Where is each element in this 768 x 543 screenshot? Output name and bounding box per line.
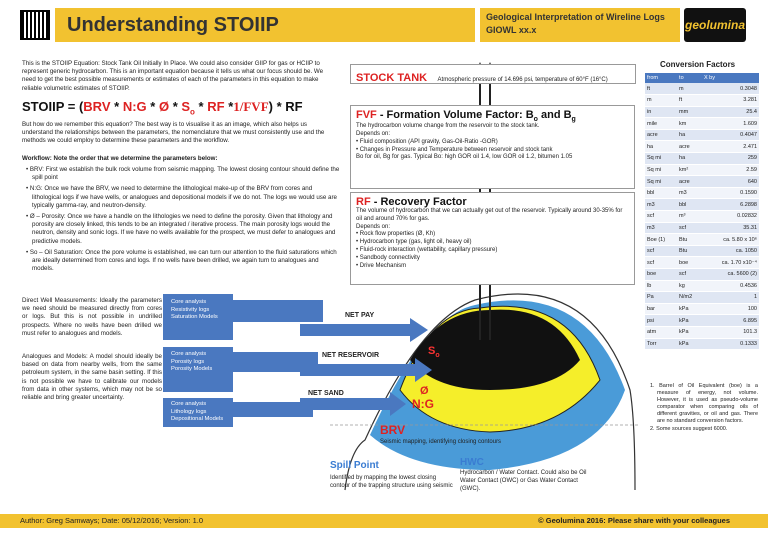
- row-to: ft: [677, 95, 702, 107]
- conversion-row: [645, 245, 759, 257]
- conversion-notes: [648, 383, 758, 433]
- workflow-saturation: So – Oil Saturation: Once the pore volume is established, we can turn our attention to the fluid saturations which are ideally determined from cores and logs. If no wells have been drilled, we again turn to analogues and models.: [29, 248, 337, 273]
- footer-author: Author: Greg Samways; Date: 05/12/2016; Version: 1.0: [20, 516, 204, 525]
- hwc-desc: Hydrocarbon / Water Contact. Could also be Oil Water Contact (OWC) or Gas Water Contact (GWC).: [460, 470, 587, 492]
- page-title: Understanding STOIIP: [67, 14, 279, 36]
- row-to: scf: [677, 269, 702, 281]
- row-from: scf: [645, 257, 677, 269]
- fvf-title-main: - Formation Volume Factor: B: [376, 109, 534, 121]
- method-item: Lithology logs: [171, 408, 207, 415]
- net-reservoir-label: NET RESERVOIR: [322, 352, 380, 359]
- trap-so: [428, 345, 440, 359]
- row-from: m: [645, 95, 677, 107]
- trap-ng: N:G: [412, 397, 434, 411]
- row-to: mm: [677, 106, 702, 118]
- fvf-item-text: Fluid composition (API gravity, Gas-Oil-Ratio -GOR): [359, 138, 498, 145]
- row-multiplier: 0.02832: [702, 211, 759, 223]
- fvf-depends: Depends on:: [356, 130, 391, 137]
- workflow-item: • BRV: First we establish the bulk rock volume from seismic mapping. The lowest closing contour should define the spill point: [26, 166, 340, 182]
- row-from: lb: [645, 280, 677, 292]
- row-to: m³: [677, 211, 702, 223]
- fvf-item: • Fluid composition (API gravity, Gas-Oil-Ratio -GOR): [356, 138, 498, 145]
- conversion-row: [645, 106, 759, 118]
- row-to: kPa: [677, 338, 702, 350]
- eq-so-main: S: [181, 99, 191, 114]
- row-multiplier: 3.281: [702, 95, 759, 107]
- geolumina-logo: geolumina: [684, 8, 746, 42]
- saturation-methods: [165, 296, 224, 325]
- workflow-brv: BRV: First we establish the bulk rock volume from seismic mapping. The lowest closing contour should define the spill point: [29, 166, 340, 182]
- workflow-item: • N:G: Once we have the BRV, we need to determine the lithological make-up of the BRV from cores and lithological logs if we have wells, or analogues and depositional models if we do not. The logs we would use are typically gamma-ray, and neutron-density.: [26, 185, 337, 209]
- row-to: scf: [677, 222, 702, 234]
- fvf-typical: Bo for oil, Bg for gas. Typical Bo: high GOR oil 1.4, low GOR oil 1.2, bitumen 1.05: [356, 154, 573, 161]
- row-to: boe: [677, 257, 702, 269]
- row-from: m3: [645, 222, 677, 234]
- row-from: Sq mi: [645, 176, 677, 188]
- method-item: Porosity logs: [171, 358, 205, 365]
- row-multiplier: 0.1590: [702, 187, 759, 199]
- row-multiplier: 0.4536: [702, 280, 759, 292]
- conversion-row: [645, 280, 759, 292]
- rf-box: [350, 192, 635, 285]
- conversion-row: [645, 269, 759, 281]
- conversion-row: [645, 187, 759, 199]
- row-multiplier: 0.1333: [702, 338, 759, 350]
- workflow-list: [22, 166, 340, 273]
- stock-tank-desc: Atmospheric pressure of 14.696 psi, temperature of 60°F (16°C): [437, 77, 608, 83]
- net-sand-label: NET SAND: [308, 390, 344, 397]
- row-multiplier: 1.609: [702, 118, 759, 130]
- conversion-row: [645, 338, 759, 350]
- note-1-text: Barrel of Oil Equivalent (boe) is a measure of energy, not volume. However, it is used as pseudo-volume comparator when comparing oils of different gravities, or oil and gas. There are no standard conversion factors.: [657, 383, 758, 424]
- row-to: m3: [677, 187, 702, 199]
- rf-item-text: Hydrocarbon type (gas, light oil, heavy oil): [359, 239, 472, 246]
- row-to: kPa: [677, 303, 702, 315]
- footer-copyright: © Geolumina 2016: Please share with your colleagues: [538, 516, 730, 525]
- fvf-title: [356, 109, 629, 123]
- fvf-sub-o: o: [533, 116, 538, 124]
- course-code: GIOWL xx.x: [486, 25, 537, 35]
- hwc-title: HWC: [460, 457, 484, 468]
- row-to: kPa: [677, 315, 702, 327]
- conversion-row: [645, 211, 759, 223]
- row-to: km: [677, 118, 702, 130]
- row-multiplier: ca. 1050: [702, 245, 759, 257]
- eq-rf: RF: [207, 99, 225, 114]
- trap-so-sub: o: [435, 352, 440, 360]
- col-multiplier: X by: [702, 73, 759, 83]
- row-to: ha: [677, 153, 702, 165]
- row-from: Pa: [645, 292, 677, 304]
- row-from: psi: [645, 315, 677, 327]
- eq-lhs: STOIIP = (: [22, 99, 84, 114]
- net-pay-label: NET PAY: [345, 312, 375, 319]
- rf-title-main: - Recovery Factor: [370, 196, 467, 208]
- row-multiplier: 6.2898: [702, 199, 759, 211]
- fvf-title-red: FVF: [356, 109, 377, 121]
- conversion-header-row: [645, 73, 759, 83]
- rf-item-text: Rock flow properties (Ø, Kh): [359, 231, 436, 238]
- workflow-porosity: Ø – Porosity: Once we have a handle on the lithologies we need to define the porosity. Given that lithology and porosity are closely linked, this tends to be an integrated / iterative process. The main porosity logs would the neutron, density and sonic logs. If we have no wells available for the prospect, we must defer to analogues and predictive models.: [29, 213, 336, 245]
- footer: [0, 514, 768, 528]
- method-item: Core analysis: [171, 401, 207, 407]
- row-to: km²: [677, 164, 702, 176]
- direct-measurements-text: Direct Well Measurements: Ideally the parameters we need should be measured directly from cores or logs. But this is not possible in undrilled prospects. Where no wells have been drilled we must refer to analogues and models.: [22, 297, 162, 337]
- fvf-sub-g: g: [571, 116, 576, 124]
- row-multiplier: 640: [702, 176, 759, 188]
- conversion-row: [645, 118, 759, 130]
- row-to: Btu: [677, 234, 702, 246]
- conversion-row: [645, 292, 759, 304]
- row-multiplier: 100: [702, 303, 759, 315]
- rf-item-text: Sandbody connectivity: [359, 254, 420, 261]
- rf-item-text: Drive Mechanism: [359, 262, 407, 269]
- rf-desc: The volume of hydrocarbon that we can actually get out of the reservoir. Typically around 30-35% for oil and around 70% for gas.: [356, 208, 623, 222]
- row-from: m3: [645, 199, 677, 211]
- eq-so-sub: o: [190, 107, 195, 117]
- row-from: atm: [645, 326, 677, 338]
- row-from: acre: [645, 129, 677, 141]
- conversion-table: [645, 73, 759, 350]
- fvf-box: [350, 105, 635, 189]
- row-from: in: [645, 106, 677, 118]
- trap-phi: Ø: [420, 385, 429, 397]
- row-to: N/m2: [677, 292, 702, 304]
- rf-item: • Sandbody connectivity: [356, 254, 420, 261]
- workflow-item: • So – Oil Saturation: Once the pore volume is established, we can turn our attention to the fluid saturations which are ideally determined from cores and logs. If no wells have been drilled, we again turn to analogues and models.: [26, 248, 337, 273]
- conversion-row: [645, 95, 759, 107]
- analogues-text: Analogues and Models: A model should ideally be based on data from nearby wells, from the same petroleum system, in the same basin setting. If this is not possible we have to calibrate our models from data in other systems, which may not be so reliable and bring greater uncertainty.: [22, 353, 162, 402]
- row-from: bar: [645, 303, 677, 315]
- row-multiplier: 101.3: [702, 326, 759, 338]
- note-2: 2. Some sources suggest 6000.: [650, 426, 728, 432]
- row-from: scf: [645, 245, 677, 257]
- trap-so-main: S: [428, 345, 436, 357]
- row-from: Torr: [645, 338, 677, 350]
- conversion-body: [645, 83, 759, 350]
- row-multiplier: 35.31: [702, 222, 759, 234]
- rf-title: [356, 196, 629, 208]
- row-multiplier: 0.4047: [702, 129, 759, 141]
- spill-point-title: Spill Point: [330, 460, 379, 471]
- note-1: 1. Barrel of Oil Equivalent (boe) is a measure of energy, not volume. However, it is used as pseudo-volume comparator when comparing oils of different gravities, or oil and gas. There are no standard conversion factors.: [650, 383, 758, 424]
- row-multiplier: 259: [702, 153, 759, 165]
- conversion-row: [645, 176, 759, 188]
- conversion-row: [645, 153, 759, 165]
- method-item: Depositional Models: [171, 416, 224, 422]
- row-from: bbl: [645, 187, 677, 199]
- workflow-item: • Ø – Porosity: Once we have a handle on the lithologies we need to define the porosity. Given that lithology and porosity are closely linked, this tends to be an integrated / iterative process. The main porosity logs would the neutron, density and sonic logs. If we have no wells available for the prospect, we must defer to analogues and predictive models.: [26, 213, 336, 245]
- row-to: m: [677, 83, 702, 95]
- row-multiplier: ca. 5600 (2): [702, 269, 759, 281]
- rf-item: • Rock flow properties (Ø, Kh): [356, 231, 436, 238]
- col-from: from: [645, 73, 677, 83]
- row-to: Btu: [677, 245, 702, 257]
- row-from: ha: [645, 141, 677, 153]
- conversion-row: [645, 326, 759, 338]
- method-item: Core analysis: [171, 299, 207, 305]
- rf-item: • Hydrocarbon type (gas, light oil, heavy oil): [356, 239, 472, 246]
- conversion-row: [645, 199, 759, 211]
- method-item: Porosity Models: [171, 366, 213, 372]
- net-arrows: [300, 300, 460, 420]
- row-multiplier: 1: [702, 292, 759, 304]
- conversion-row: [645, 129, 759, 141]
- fvf-and: and B: [537, 109, 572, 121]
- trap-brv: BRV: [380, 423, 406, 437]
- eq-brv: BRV: [83, 99, 111, 114]
- intro-text: This is the STOIIP Equation: Stock Tank Oil Initially In Place. We could also consider GIIP for gas or HCIIP to represent generic hydrocarbon. This is an important equation because it tells us what our focus should be. We need to get the best possible measurements or estimates of each of the parameters in this equation to make reliable volumetric estimates of STOIIP.: [22, 60, 324, 92]
- row-multiplier: 6.895: [702, 315, 759, 327]
- conversion-title: Conversion Factors: [660, 60, 736, 69]
- method-item: Resistivity logs: [171, 306, 210, 313]
- row-multiplier: ca. 5.80 x 10⁶: [702, 234, 759, 246]
- row-multiplier: 2.471: [702, 141, 759, 153]
- row-to: kPa: [677, 326, 702, 338]
- row-from: ft: [645, 83, 677, 95]
- course-title: Geological Interpretation of Wireline Logs: [486, 12, 665, 22]
- conversion-row: [645, 141, 759, 153]
- rf-title-red: RF: [356, 196, 371, 208]
- eq-so: [181, 99, 195, 117]
- workflow-intro: Workflow: Note the order that we determine the parameters below:: [22, 155, 218, 162]
- net-pay-arrow: [300, 318, 428, 342]
- eq-ng: N:G: [122, 99, 147, 114]
- eq-phi: Ø: [158, 99, 170, 114]
- row-multiplier: 25.4: [702, 106, 759, 118]
- conversion-row: [645, 83, 759, 95]
- fvf-desc: The hydrocarbon volume change from the reservoir to the stock tank.: [356, 123, 540, 130]
- note-2-text: Some sources suggest 6000.: [656, 426, 728, 432]
- conversion-row: [645, 315, 759, 327]
- brv-desc: Seismic mapping, identifying closing contours: [380, 439, 502, 445]
- subtitle-bar: [480, 8, 680, 42]
- lithology-methods: [165, 398, 229, 427]
- row-from: Boe (1): [645, 234, 677, 246]
- row-multiplier: 2.59: [702, 164, 759, 176]
- row-from: mile: [645, 118, 677, 130]
- row-from: Sq mi: [645, 153, 677, 165]
- rf-item: • Drive Mechanism: [356, 262, 407, 269]
- row-to: kg: [677, 280, 702, 292]
- workflow-ng: N:G: Once we have the BRV, we need to determine the lithological make-up of the BRV from cores and lithological logs if we have wells, or analogues and depositional models if we do not. The logs we would use are typically gamma-ray, and neutron-density.: [29, 185, 337, 209]
- title-bar: [55, 8, 475, 42]
- row-from: boe: [645, 269, 677, 281]
- porosity-methods: [165, 348, 218, 377]
- row-to: acre: [677, 141, 702, 153]
- conversion-row: [645, 303, 759, 315]
- conversion-row: [645, 164, 759, 176]
- rf-depends: Depends on:: [356, 223, 391, 230]
- row-to: acre: [677, 176, 702, 188]
- method-item: Saturation Models: [171, 314, 218, 320]
- remember-text: But how do we remember this equation? The best way is to visualise it as an image, which also helps us understand the relationships between the parameters, the nomenclature that we must consistently use and the methods we could employ to determine these parameters and the workflow.: [22, 121, 325, 145]
- net-reservoir-arrow: [300, 358, 432, 382]
- spill-point-desc: Identified by mapping the lowest closing contour of the trapping structure using seismic: [330, 475, 453, 489]
- fvf-item-text: Changes in Pressure and Temperature between reservoir and stock tank: [359, 146, 553, 153]
- method-item: Core analysis: [171, 351, 207, 357]
- qr-code: [20, 10, 50, 40]
- row-multiplier: ca. 1.70 x10⁻⁴: [702, 257, 759, 269]
- stock-tank-box: [350, 64, 636, 84]
- rf-item-text: Fluid-rock interaction (wettability, capillary pressure): [359, 246, 498, 253]
- row-to: bbl: [677, 199, 702, 211]
- row-to: ha: [677, 129, 702, 141]
- fvf-item: • Changes in Pressure and Temperature between reservoir and stock tank: [356, 146, 553, 153]
- conversion-row: [645, 234, 759, 246]
- stock-tank-title: STOCK TANK: [356, 72, 428, 84]
- row-from: scf: [645, 211, 677, 223]
- conversion-row: [645, 257, 759, 269]
- header: [0, 0, 768, 48]
- conversion-row: [645, 222, 759, 234]
- row-multiplier: 0.3048: [702, 83, 759, 95]
- row-from: Sq mi: [645, 164, 677, 176]
- eq-fvf: 1/FVF: [233, 99, 269, 114]
- rf-item: • Fluid-rock interaction (wettability, capillary pressure): [356, 246, 498, 253]
- col-to: to: [677, 73, 702, 83]
- stoiip-equation: STOIIP = (BRV * N:G * Ø * $S_o$ * RF *1/FVF) * RF: [22, 99, 303, 117]
- eq-rhs: ) * RF: [268, 99, 303, 114]
